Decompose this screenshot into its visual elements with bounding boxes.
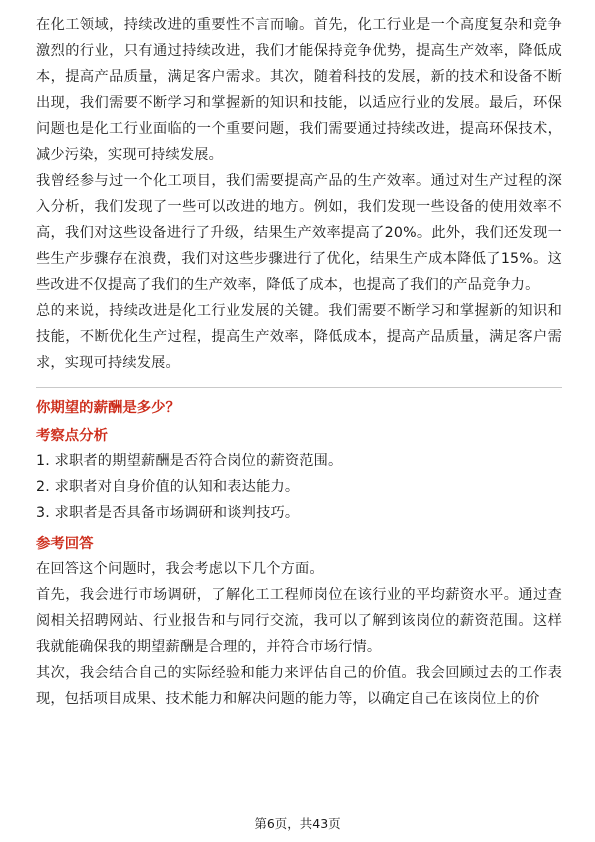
answer-paragraph-1: 在回答这个问题时，我会考虑以下几个方面。 — [36, 561, 324, 577]
intro-paragraph-2: 我曾经参与过一个化工项目，我们需要提高产品的生产效率。通过对生产过程的深入分析，我们发现了一些可以改进的地方。例如，我们发现一些设备的使用效率不高，我们对这些设备进行了升级，结果生产效率提高了20%。此外，我们还发现一些生产步骤存在浪费，我们对这些步骤进行了优化，结果生产成本降低了15%。这些改进不仅提高了我们的生产效率，降低了成本，也提高了我们的产品竞争力。 — [36, 173, 562, 293]
answer-heading: 参考回答 — [36, 536, 94, 552]
section-divider — [36, 387, 562, 388]
analysis-point-1: 1. 求职者的期望薪酬是否符合岗位的薪资范围。 — [36, 453, 343, 469]
answer-paragraph-2: 首先，我会进行市场调研，了解化工工程师岗位在该行业的平均薪资水平。通过查阅相关招聘网站、行业报告和与同行交流，我可以了解到该岗位的薪资范围。这样我就能确保我的期望薪酬是合理的，并符合市场行情。 — [36, 587, 562, 655]
intro-paragraph-1: 在化工领域，持续改进的重要性不言而喻。首先，化工行业是一个高度复杂和竞争激烈的行业，只有通过持续改进，我们才能保持竞争优势，提高生产效率，降低成本，提高产品质量，满足客户需求。其次，随着科技的发展，新的技术和设备不断出现，我们需要不断学习和掌握新的知识和技能，以适应行业的发展。最后，环保问题也是化工行业面临的一个重要问题，我们需要通过持续改进，提高环保技术，减少污染，实现可持续发展。 — [36, 17, 562, 163]
answer-paragraph-3: 其次，我会结合自己的实际经验和能力来评估自己的价值。我会回顾过去的工作表现，包括项目成果、技术能力和解决问题的能力等，以确定自己在该岗位上的价 — [36, 665, 562, 707]
analysis-heading: 考察点分析 — [36, 428, 108, 444]
analysis-point-2: 2. 求职者对自身价值的认知和表达能力。 — [36, 479, 300, 495]
intro-paragraph-3: 总的来说，持续改进是化工行业发展的关键。我们需要不断学习和掌握新的知识和技能，不断优化生产过程，提高生产效率，降低成本，提高产品质量，满足客户需求，实现可持续发展。 — [36, 303, 562, 371]
page-number: 第6页，共43页 — [254, 816, 341, 831]
question-heading: 你期望的薪酬是多少？ — [36, 400, 180, 416]
analysis-point-3: 3. 求职者是否具备市场调研和谈判技巧。 — [36, 505, 300, 521]
document-page — [36, 12, 562, 712]
